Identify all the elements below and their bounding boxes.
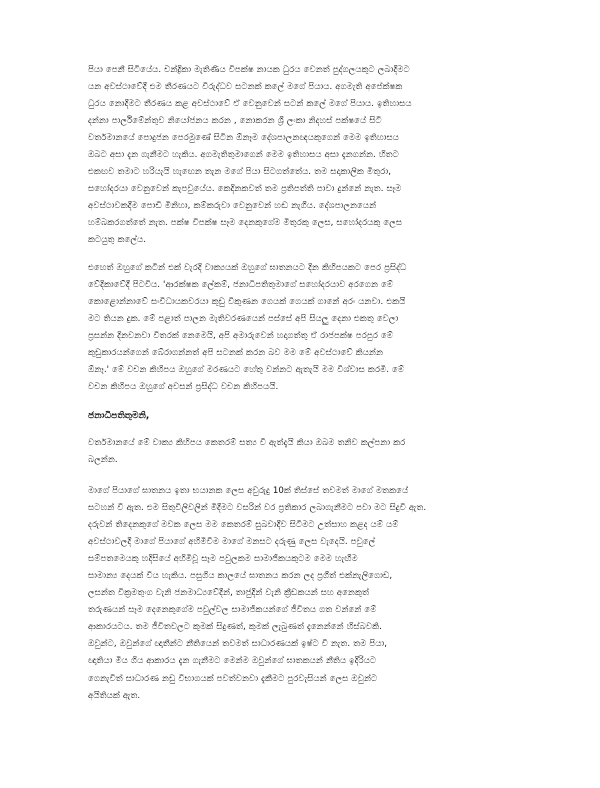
text-line: අවස්ථාවලදී මාගේ පියාගේ අහිමිවීම මාගේ මනසට දරුණු ලෙස වැදෙයි. පවුලේ bbox=[88, 537, 376, 548]
text-line: සම්පතමෙයකු හදිසියේ අහිමිවූ සෑම පවුලකම සාමාජිකයකුටම මෙම හැඟීම bbox=[88, 554, 358, 565]
text-line: දන්නා පාර්ලිමේන්තුව නියෝජනය කරන , නොකරන ශ්‍රී ලංකා නිදහස් පක්ෂයේ සිටි bbox=[88, 116, 382, 127]
text-line: ප්‍රසන්න දිනවනවා විතරක් නෙමෙයි, අපි අමාරුවෙන් හදාගත්තු ඒ රාජපක්ෂ පරපුර මේ bbox=[88, 330, 394, 341]
paragraph-2 bbox=[88, 260, 516, 396]
text-line: තරුණයන් සෑම දෙනෙකුගේම පවුල්වල සාමාජිකයන්ගේ ජීවිතය ගත වන්නේ මේ bbox=[88, 605, 377, 616]
text-line: මාගේ පියාගේ ඝාතනය ඉතා භයානක ලෙස අවුරුදු 10ක් තිස්සේ තවමත් මාගේ මතකයේ bbox=[88, 485, 409, 496]
text-line: වර්තමානයේ මේ වාක්‍ය කිහිපය කෙතරම් සත්‍ය වී ඇත්දැයි කියා ඔබම තනිව කල්පනා කර bbox=[88, 437, 406, 448]
text-line: සටහන් වී ඇත. එම සිතුවිලිවලින් මිදීමට වසරින් වර ප්‍රතිකාර ලබාගැනීමට පවා මට සිදුවී ඇත. bbox=[88, 503, 427, 514]
text-line: අයිතියක් ඇත. bbox=[88, 690, 141, 701]
text-line: ඕනෑ.' මේ වචන කිහිපය ඔහුගේ මරණයට හේතු වන්නට ඇතැයි මම විශ්වාස කරමි. මේ bbox=[88, 364, 405, 375]
letter-page bbox=[88, 62, 516, 705]
text-line: ඔබට අසා දැන ගැනීමට හැකිය. අගමැතිතුමාගෙන් මෙම ඉතිහාසය අසා දැනගන්න. හිතට bbox=[88, 150, 399, 161]
text-line: අවස්ථාවකදීම පොඩි මිනිහා, කම්කරුවා වෙනුවෙන් හඬ නැගීය. දේශපාලනයෙන් bbox=[88, 201, 377, 212]
text-line: හම්බකරගත්තේ නැත. පක්ෂ විපක්ෂ සෑම දෙනකුගේම මිතුරකු ලෙස, සහෝදරයකු ලෙස bbox=[88, 218, 403, 229]
text-line: එහෙත් ඔහුගේ කටින් එක් වැරදි වාක්‍යයක් ඔහුගේ ඝාතනයට දින කිහිපයකට පෙර ප්‍රසිද්ධ bbox=[88, 262, 407, 273]
text-line: පියා පෙනී සිටියේය. චන්ද්‍රිකා මැතිණිය විපක්ෂ නායක ධුරය වෙනත් පුද්ගලයකුට ලබාදීමට bbox=[88, 65, 410, 75]
text-line: ධුරය නොදීමට තීරණය කළ අවස්ථාවේ ඒ වෙනුවෙන් සටන් කලේ මගේ පියාය. ඉතිහාසය bbox=[88, 99, 412, 110]
text-line: කටයුතු කලේය. bbox=[88, 235, 146, 246]
text-line: ලසන්ත වික්‍රමතුංග වැනි ජනමාධ්‍යවේදීන්, තාජුදීන් වැනි ක්‍රීඩකයන් සහ අනෙකුත් bbox=[88, 588, 370, 599]
text-line: ඥාතියා මිය ගිය ආකාරය දැන ගැනීමට මෙන්ම ඔවුන්ගේ ඝාතකයන් නීතිය ඉදිරියට bbox=[88, 656, 377, 667]
text-line: බලන්න. bbox=[88, 454, 118, 465]
paragraph-1 bbox=[88, 62, 516, 250]
text-line: යන අවස්ථාවේදී එම තීරණයට විරුද්ධව සටනක් කලේ මගේ පියාය. අගමැති අපේක්ෂක bbox=[88, 82, 403, 93]
text-line: සහෝදරයා වෙනුවෙන් කැපවුයේය. කෙදිනකවත් තම ප්‍රතිපත්ති පාවා දුන්නේ නැත. සෑම bbox=[88, 184, 402, 195]
text-line: වේදිකාවේදී පිටවිය. 'ආරක්ෂක ලේකම්, ජනාධිපතිතුමාගේ සහෝදරයාව අරගෙන මේ bbox=[88, 279, 394, 290]
text-line: එකඟව තමාට හරියැයි හැඟෙන තැන මගේ පියා සිටගත්තේය. තම සදාකාලික මිතුරා, bbox=[88, 167, 391, 178]
text-line: කොළොන්නාවේ සංවිධායකවරයා කුඩු විකුණන ගෙයක් ගෙයක් ගානේ අරං යනවා. එකයි bbox=[88, 296, 406, 307]
text-line: වචන කිහිපය ඔහුගේ අවසන් ප්‍රසිද්ධ වචන කිහිපයයි. bbox=[88, 381, 279, 392]
paragraph-4 bbox=[88, 483, 516, 705]
text-line: ගෙනැවිත් සාධාරණ නඩු විභාගයක් පවත්වනවා දැකීමට පුරවැසියන් ලෙස ඔවුන්ට bbox=[88, 673, 378, 684]
text-line: දරුවන් තිදෙනකුගේ මවක ලෙස මම කෙතරම් සුබවාදීව සිටීමට උත්සාහ කළද යම් යම් bbox=[88, 520, 399, 531]
text-line: වර්තමානයේ පොදුජන පෙරමුණේ සිටින ඕනෑම දේශපාලනඥයකුගෙන් මෙම ඉතිහාසය bbox=[88, 133, 399, 144]
text-line: ඔවුන්ට, ඔවුන්ගේ ඥාතීන්ට නීතියෙන් තවමත් සාධාරණයක් ඉෂ්ට වී නැත. තම පියා, bbox=[88, 639, 388, 650]
text-line: මට තියන දුක. මේ පළාත් පාලන මැතිවරණයෙන් පස්සේ අපි සියලු දෙනා එකතු වෙලා bbox=[88, 313, 399, 324]
text-line: සාමාන්‍ය දෙයක් විය හැකිය. පසුගිය කාලයේ ඝාතනය කරන ලද ප්‍රගීත් එක්නැලිගොඩ, bbox=[88, 571, 393, 582]
text-line: ආකාරයටය. තම ජීවිතවලට කුමක් සිදුණත්, කුමක් ලැබුණත් දැනෙන්නේ හිස්බවකි. bbox=[88, 622, 382, 633]
text-line: කුඩුකාරයන්ගෙන් බේරාගන්නත් අපි සටනක් කරන බව මම මේ අවස්ථාවේ කියන්න bbox=[88, 347, 383, 358]
paragraph-3 bbox=[88, 435, 516, 469]
salutation: ජනාධිපතිතුමනි, bbox=[88, 410, 150, 421]
